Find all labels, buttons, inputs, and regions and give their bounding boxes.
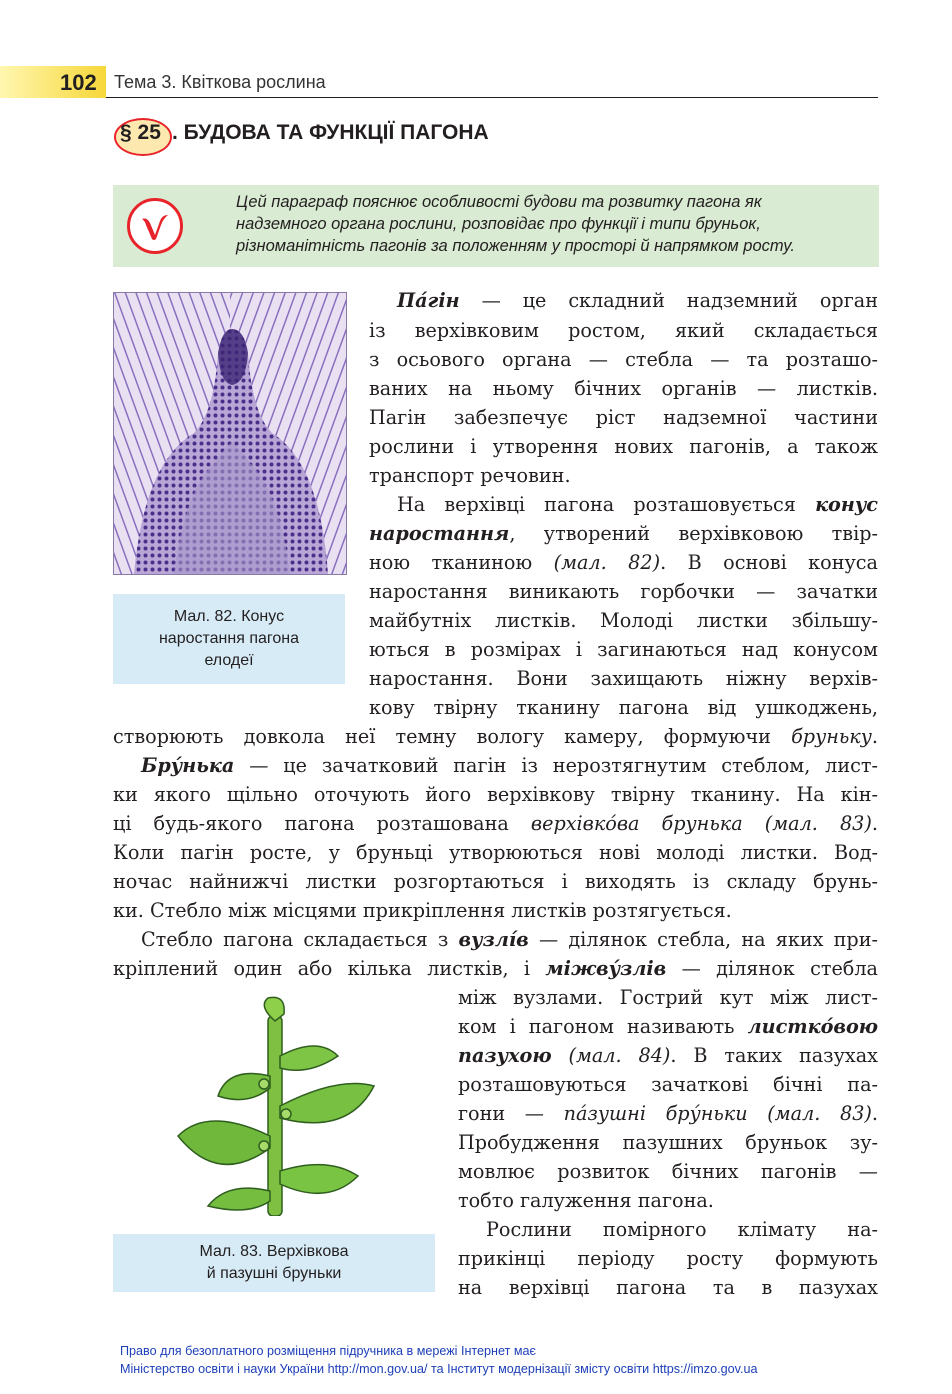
text-line: пазухою (мал. 84). В таких пазухах: [458, 1044, 879, 1067]
text-line: розташовуються зачаткові бічні па-: [458, 1073, 878, 1096]
section-title: . БУДОВА ТА ФУНКЦІЇ ПАГОНА: [172, 121, 489, 144]
text-line: ки. Стебло між місцями прикріплення листків розтягується.: [113, 899, 732, 922]
footer-links-line: Міністерство освіти і науки України http://mon.gov.ua/ та Інститут модернізації змісту освіти https://imzo.gov.ua: [120, 1362, 758, 1376]
figure-82-caption: Мал. 82. Конус наростання пагона елодеї: [113, 594, 345, 684]
text-line: ваних на ньому бічних органів — листків.: [369, 377, 878, 400]
footer-license-line: Право для безоплатного розміщення підручника в мережі Інтернет має: [120, 1344, 536, 1358]
text-line: ночас найнижчі листки розгортаються і виходять із складу брунь-: [113, 870, 878, 893]
term-vuzly: вузлі́в: [458, 928, 529, 951]
text-line: майбутніх листків. Молоді листки збільшу-: [369, 609, 878, 632]
text-line: Рослини помірного клімату на-: [486, 1218, 878, 1241]
running-title: Тема 3. Квіткова рослина: [114, 72, 326, 92]
text-line: рослини і утворення нових пагонів, а також: [369, 435, 878, 458]
text-line: створюють довкола неї темну вологу камеру, формуючи бруньку.: [113, 725, 878, 748]
text-line: транспорт речовин.: [369, 464, 571, 487]
text-line: Бру́нька — це зачатковий пагін із нерозтягнутим стеблом, лист-: [141, 754, 878, 777]
text-line: між вузлами. Гострий кут між лист-: [458, 986, 878, 1009]
figure-ref: (мал. 82): [553, 551, 661, 574]
term-pahin: Па́гін: [397, 289, 460, 312]
header-divider: [106, 97, 878, 98]
figure-83-shoot-illustration: [168, 996, 386, 1216]
page-number: 102: [60, 70, 97, 95]
term-konus: конус: [815, 493, 878, 516]
text-line: Коли пагін росте, у бруньці утворюються нові молоді листки. Вод-: [113, 841, 878, 864]
text-line: ною тканиною (мал. 82). В основі конуса: [369, 551, 878, 574]
text-line: ці будь-якого пагона розташована верхівко́ва брунька (мал. 83).: [113, 812, 878, 835]
text-line: гони — па́зушні бру́ньки (мал. 83).: [458, 1102, 878, 1125]
text-line: Пагін забезпечує ріст надземної частини: [369, 406, 878, 429]
text-line: ком і пагоном називають листко́вою: [458, 1015, 878, 1038]
checkmark-icon: [127, 198, 183, 254]
figure-83-caption: Мал. 83. Верхівкова й пазушні бруньки: [113, 1234, 435, 1292]
term-mizhvuzlia: міжву́злів: [545, 957, 667, 980]
text-line: кріплений один або кілька листків, і міжву́злів — ділянок стебла: [113, 957, 878, 980]
term-brunka: Бру́нька: [141, 754, 235, 777]
text-line: ються в розмірах і загинаються над конусом: [369, 638, 878, 661]
intro-text: Цей параграф пояснює особливості будови та розвитку пагона як надземного органа рослини, розповідає про функції і типи бруньок, різноманітність пагонів за положенням у просторі й напрямком росту.: [236, 193, 796, 255]
text-line: із верхівковим ростом, який складається: [369, 319, 878, 342]
text-line: наростання. Вони захищають ніжну верхів-: [369, 667, 878, 690]
figure-82-micrograph: [113, 292, 347, 575]
text-line: з осьового органа — стебла — та розташо-: [369, 348, 878, 371]
text-line: ки якого щільно оточують його верхівкову твірну тканину. На кін-: [113, 783, 878, 806]
text-line: тобто галуження пагона.: [458, 1189, 714, 1212]
term-pazukha: листко́вою: [747, 1015, 878, 1038]
text-line: Стебло пагона складається з вузлі́в — ділянок стебла, на яких при-: [141, 928, 878, 951]
text-line: Пробудження пазушних бруньок зу-: [458, 1131, 878, 1154]
text-line: наростання виникають горбочки — зачатки: [369, 580, 878, 603]
section-number: § 25: [120, 121, 161, 144]
text-line: Па́гін — це складний надземний орган: [397, 289, 878, 312]
text-line: наростання, утворений верхівковою твір-: [369, 522, 878, 545]
text-line: прикінці періоду росту формують: [458, 1247, 878, 1270]
text-line: кову твірну тканину пагона від ушкоджень,: [369, 696, 878, 719]
text-line: мовлює розвиток бічних пагонів —: [458, 1160, 878, 1183]
text-line: на верхівці пагона та в пазухах: [458, 1276, 878, 1299]
text-line: На верхівці пагона розташовується конус: [397, 493, 878, 516]
